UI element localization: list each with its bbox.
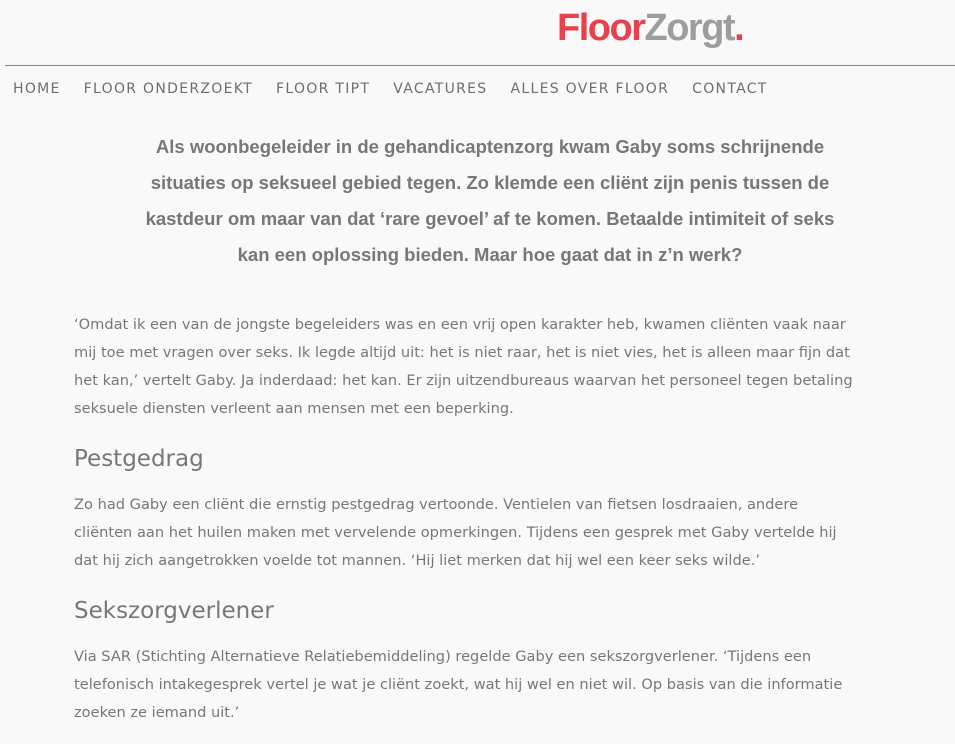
paragraph-line: dat hij zich aangetrokken voelde tot mannen. ‘Hij liet merken dat hij wel een keer seks wilde.’: [74, 552, 760, 569]
nav-floor-onderzoekt[interactable]: FLOOR ONDERZOEKT: [83, 81, 253, 97]
article-paragraph-3: [74, 643, 924, 727]
logo-floor-text: Floor: [557, 7, 645, 49]
header-divider: [5, 65, 955, 66]
site-logo[interactable]: [557, 6, 743, 50]
intro-line: situaties op seksueel gebied tegen. Zo klemde een cliënt zijn penis tussen de: [150, 172, 830, 193]
article-paragraph-1: [74, 311, 924, 423]
heading-sekszorgverlener: Sekszorgverlener: [74, 598, 274, 624]
heading-pestgedrag: Pestgedrag: [74, 446, 204, 472]
paragraph-line: seksuele diensten verleent aan mensen met een beperking.: [74, 400, 514, 417]
paragraph-line: telefonisch intakegesprek vertel je wat je cliënt zoekt, wat hij wel en niet wil. Op basis van die informatie: [74, 676, 843, 693]
paragraph-line: het kan,’ vertelt Gaby. Ja inderdaad: het kan. Er zijn uitzendbureaus waarvan het personeel tegen betaling: [74, 372, 853, 389]
main-navigation: [13, 79, 791, 99]
nav-vacatures[interactable]: VACATURES: [393, 81, 488, 97]
paragraph-line: cliënten aan het huilen maken met vervelende opmerkingen. Tijdens een gesprek met Gaby vertelde hij: [74, 524, 837, 541]
nav-home[interactable]: HOME: [13, 81, 61, 97]
paragraph-line: mij toe met vragen over seks. Ik legde altijd uit: het is niet raar, het is niet vies, het is alleen maar fijn dat: [74, 344, 850, 361]
intro-line: kan een oplossing bieden. Maar hoe gaat dat in z’n werk?: [237, 244, 743, 265]
intro-line: Als woonbegeleider in de gehandicaptenzorg kwam Gaby soms schrijnende: [155, 136, 825, 157]
intro-line: kastdeur om maar van dat ‘rare gevoel’ af te komen. Betaalde intimiteit of seks: [145, 208, 835, 229]
nav-contact[interactable]: CONTACT: [692, 81, 768, 97]
paragraph-line: zoeken ze iemand uit.’: [74, 704, 240, 721]
article-paragraph-2: [74, 491, 924, 575]
paragraph-line: Via SAR (Stichting Alternatieve Relatiebemiddeling) regelde Gaby een sekszorgverlener. ‘Tijdens een: [74, 648, 812, 665]
nav-alles-over-floor[interactable]: ALLES OVER FLOOR: [510, 81, 670, 97]
article-intro: [130, 129, 850, 273]
logo-dot: .: [734, 7, 744, 49]
paragraph-line: Zo had Gaby een cliënt die ernstig pestgedrag vertoonde. Ventielen van fietsen losdraaien, andere: [74, 496, 799, 513]
nav-floor-tipt[interactable]: FLOOR TIPT: [276, 81, 371, 97]
logo-zorgt-text: Zorgt: [644, 7, 735, 49]
paragraph-line: ‘Omdat ik een van de jongste begeleiders was en een vrij open karakter heb, kwamen cliënten vaak naar: [74, 316, 846, 333]
